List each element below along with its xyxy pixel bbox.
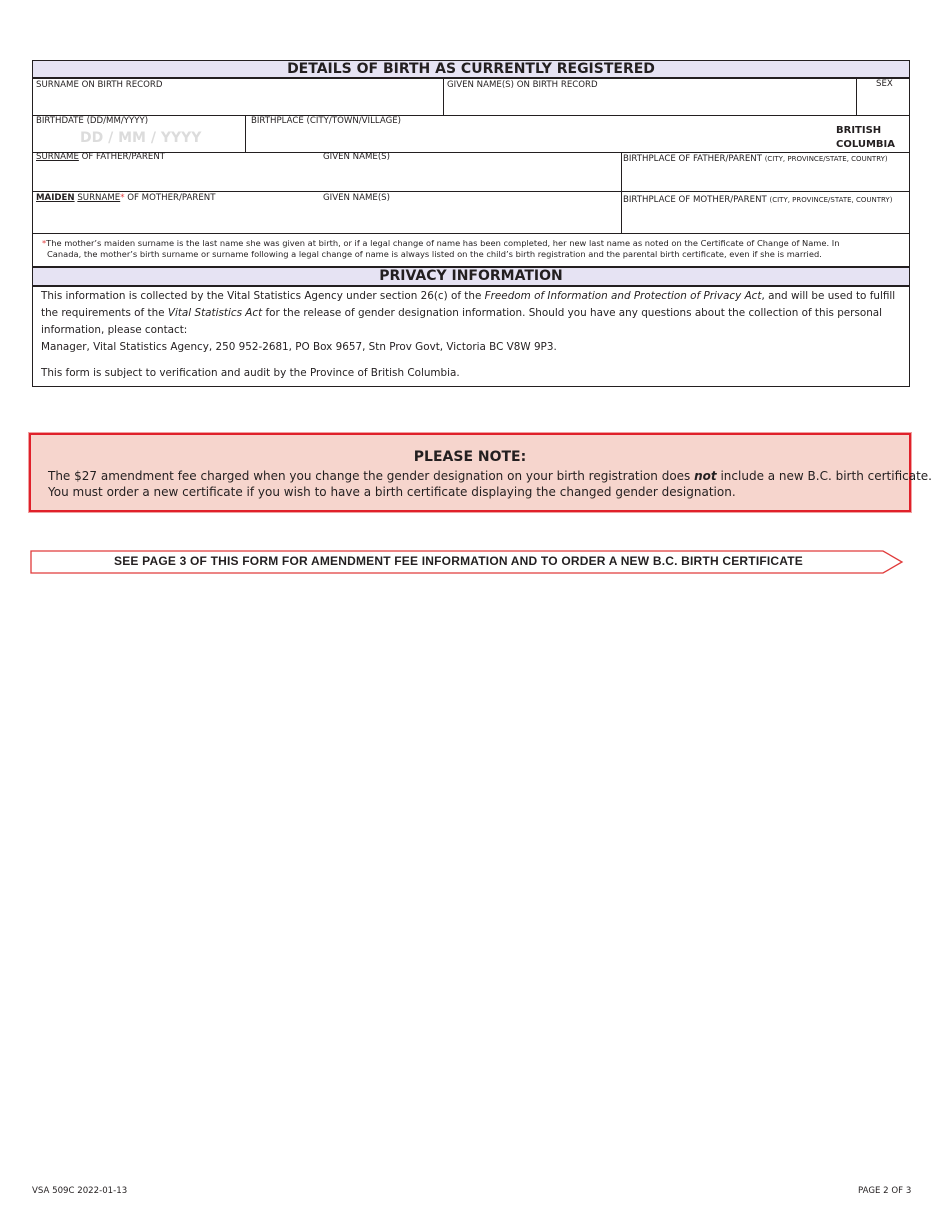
- mother-birthplace-label: BIRTHPLACE OF MOTHER/PARENT (CITY, PROVINCE/STATE, COUNTRY): [623, 195, 893, 205]
- mother-surname-label: MAIDEN SURNAME* OF MOTHER/PARENT: [36, 193, 216, 203]
- please-note-heading: PLEASE NOTE:: [413, 449, 527, 465]
- father-birthplace-label: BIRTHPLACE OF FATHER/PARENT (CITY, PROVINCE/STATE, COUNTRY): [623, 154, 888, 164]
- birthdate-label: BIRTHDATE (DD/MM/YYYY): [36, 116, 149, 126]
- surname-label: SURNAME ON BIRTH RECORD: [36, 80, 163, 90]
- page-number: PAGE 2 OF 3: [858, 1186, 912, 1196]
- birthplace-label: BIRTHPLACE (CITY/TOWN/VILLAGE): [251, 116, 402, 126]
- maiden-name-footnote: *The mother’s maiden surname is the last name she was given at birth, or if a legal change of name has been completed, her new last name as noted on the Certificate of Change of Name. In Canada, the mother’s birth surname or surname following a legal change of name is always listed on the child’s birth registration and the parental birth certificate, even if she is married.: [42, 238, 840, 259]
- given-names-label: GIVEN NAME(S) ON BIRTH RECORD: [447, 80, 598, 90]
- privacy-text: This information is collected by the Vital Statistics Agency under section 26(c) of the Freedom of Information and Protection of Privacy Act, and will be used to fulfill the requirements of the Vital Statistics Act for the release of gender designation information. Should you have any questions about the collection of this personal information, please contact: Manager, Vital Statistics Agency, 250 952-2681, PO Box 9657, Stn Prov Govt, Victoria BC V8W 9P3. This form is subject to verification and audit by the Province of British Columbia.: [41, 290, 896, 379]
- birth-details-heading: DETAILS OF BIRTH AS CURRENTLY REGISTERED: [32, 60, 910, 79]
- mother-given-label: GIVEN NAME(S): [323, 193, 390, 203]
- privacy-heading: PRIVACY INFORMATION: [32, 267, 910, 286]
- father-surname-label: SURNAME OF FATHER/PARENT: [36, 152, 166, 162]
- form-id: VSA 509C 2022-01-13: [32, 1186, 128, 1196]
- father-given-label: GIVEN NAME(S): [323, 152, 390, 162]
- sex-label: SEX: [876, 79, 893, 89]
- arrow-banner-text: SEE PAGE 3 OF THIS FORM FOR AMENDMENT FEE INFORMATION AND TO ORDER A NEW B.C. BIRTH CERTIFICATE: [114, 554, 803, 568]
- please-note-text: The $27 amendment fee charged when you change the gender designation on your birth registration does not include a new B.C. birth certificate. You must order a new certificate if you wish to have a birth certificate displaying the changed gender designation.: [48, 469, 932, 499]
- province-text: BRITISH COLUMBIA: [836, 125, 896, 150]
- birthdate-placeholder: DD / MM / YYYY: [80, 130, 202, 146]
